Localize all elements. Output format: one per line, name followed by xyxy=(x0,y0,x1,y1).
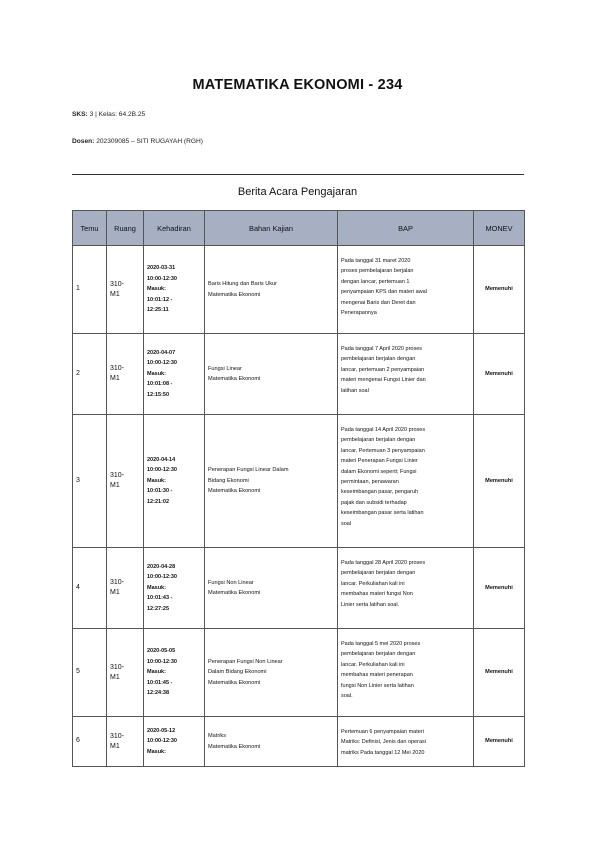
cell-bahan-kajian-line: Matematika Ekonomi xyxy=(208,376,261,382)
cell-kehadiran-line: 10:00-12:30 xyxy=(147,467,177,474)
cell-kehadiran-line: Masuk: xyxy=(147,584,166,591)
cell-bahan-kajian-line: Dalam Bidang Ekonomi xyxy=(208,669,267,676)
cell-temu: 3 xyxy=(73,415,107,548)
cell-kehadiran-line: 10:01:43 - xyxy=(147,595,173,602)
bap-table xyxy=(72,210,525,767)
col-header-ruang: Ruang xyxy=(107,211,144,246)
cell-ruang-line: M1 xyxy=(110,290,120,298)
cell-bap-line: soal. xyxy=(341,693,353,700)
cell-bahan-kajian-line: Penerapan Fungsi Linear Dalam xyxy=(208,467,289,474)
cell-bahan-kajian-line: Matematika Ekonomi xyxy=(208,679,261,686)
cell-bap-line: Pertemuan 6 penyampaian materi xyxy=(341,729,424,735)
cell-bahan-kajian xyxy=(205,334,338,415)
cell-bahan-kajian xyxy=(205,548,338,629)
cell-temu: 1 xyxy=(73,246,107,334)
cell-ruang-line: 310- xyxy=(110,280,125,288)
cell-kehadiran-line: 12:15:50 xyxy=(147,391,170,398)
cell-monev: Memenuhi xyxy=(474,548,525,629)
cell-bap-line: Pada tanggal 14 April 2020 proses xyxy=(341,427,426,433)
cell-bap-line: keseimbangan pasar serta latihan xyxy=(341,510,424,517)
cell-bap-line: pembelajaran berjalan dengan xyxy=(341,651,416,658)
cell-kehadiran-line: 2020-05-12 xyxy=(147,727,176,734)
cell-bap-line: permintaan, penawaran xyxy=(341,479,399,486)
cell-bap-line: Pada tanggal 5 mei 2020 proses xyxy=(341,641,421,647)
col-header-kehadiran: Kehadiran xyxy=(144,211,205,246)
cell-kehadiran-line: 10:00-12:30 xyxy=(147,275,177,282)
cell-bap-line: membahas materi fungsi Non xyxy=(341,591,413,598)
cell-bap-line: keseimbangan pasar, pengaruh xyxy=(341,489,419,496)
page-title: MATEMATIKA EKONOMI - 234 xyxy=(192,77,403,93)
cell-bap-line: Linier serta latihan soal. xyxy=(341,601,400,608)
cell-bap-line: dalam Ekonomi seperti; Fungsi xyxy=(341,468,417,475)
cell-bahan-kajian-line: Matriks xyxy=(208,733,227,740)
cell-kehadiran-line: Masuk: xyxy=(147,370,166,377)
cell-ruang xyxy=(107,246,144,334)
cell-ruang-line: 310- xyxy=(110,579,125,586)
cell-ruang xyxy=(107,415,144,548)
col-header-temu: Temu xyxy=(73,211,107,246)
cell-ruang-line: 310- xyxy=(110,663,125,671)
cell-kehadiran-line: Masuk: xyxy=(147,477,166,484)
cell-kehadiran-line: 10:00-12:30 xyxy=(147,574,177,581)
cell-bap xyxy=(338,629,474,717)
cell-ruang xyxy=(107,717,144,767)
table-row xyxy=(73,548,525,629)
cell-bap-line: dengan lancar, pertemuan 1 xyxy=(341,278,410,285)
cell-bap-line: Pada tanggal 7 April 2020 proses xyxy=(341,346,423,352)
cell-kehadiran-line: 12:25:11 xyxy=(147,307,169,314)
cell-monev: Memenuhi xyxy=(474,246,525,334)
cell-kehadiran-line: 2020-03-31 xyxy=(147,265,176,272)
cell-monev: Memenuhi xyxy=(474,415,525,548)
cell-bap-line: lancar, pertemuan 2 penyampaian xyxy=(341,366,425,373)
cell-kehadiran xyxy=(144,246,205,334)
cell-kehadiran xyxy=(144,415,205,548)
cell-ruang-line: M1 xyxy=(110,742,120,750)
cell-bap xyxy=(338,717,474,767)
cell-kehadiran-line: 10:00-12:30 xyxy=(147,738,177,745)
cell-bahan-kajian-line: Fungsi Non Linear xyxy=(208,579,254,586)
cell-bap-line: Penerapannya xyxy=(341,310,377,317)
cell-bahan-kajian-line: Baris Hitung dan Baris Ukur xyxy=(208,281,278,288)
cell-kehadiran-line: Masuk: xyxy=(147,669,166,676)
sks-info xyxy=(72,111,145,118)
cell-kehadiran-line: 2020-05-05 xyxy=(147,648,176,655)
cell-bap-line: Matriks: Definisi, Jenis dan operasi xyxy=(341,739,426,746)
cell-ruang-line: M1 xyxy=(110,673,120,681)
cell-bap-line: matriks Pada tanggal 12 Mei 2020 xyxy=(341,749,425,756)
cell-monev: Memenuhi xyxy=(474,334,525,415)
cell-monev: Memenuhi xyxy=(474,629,525,717)
table-row xyxy=(73,334,525,415)
cell-bap-line: pembelajaran berjalan dengan xyxy=(341,437,416,444)
cell-bap-line: lancar. Perkuliahan kali ini xyxy=(341,661,405,668)
cell-bap xyxy=(338,415,474,548)
cell-ruang-line: M1 xyxy=(110,375,120,382)
cell-ruang-line: 310- xyxy=(110,365,125,372)
sks-label: SKS: xyxy=(72,111,88,118)
cell-bahan-kajian-line: Fungsi Linear xyxy=(208,365,242,372)
table-header-row xyxy=(73,211,525,246)
cell-bap-line: materi mengenai Fungsi Linier dan xyxy=(341,377,426,384)
cell-bap-line: materi Penerapan Fungsi Linier xyxy=(341,458,418,465)
table-row xyxy=(73,415,525,548)
cell-temu: 6 xyxy=(73,717,107,767)
cell-bahan-kajian-line: Matematika Ekonomi xyxy=(208,743,261,750)
cell-kehadiran-line: 2020-04-28 xyxy=(147,563,176,570)
cell-bahan-kajian xyxy=(205,246,338,334)
sks-value: 3 | Kelas: 64.2B.25 xyxy=(89,111,146,118)
cell-bap-line: pembelajaran berjalan dengan xyxy=(341,570,416,577)
cell-bap-line: lancar, Pertemuan 3 penyampaian xyxy=(341,447,425,454)
cell-bap-line: fungsi Non Linier serta latihan xyxy=(341,682,414,689)
cell-kehadiran xyxy=(144,717,205,767)
cell-bap-line: Pada tanggal 28 April 2020 proses xyxy=(341,560,426,566)
cell-kehadiran-line: 10:01:08 - xyxy=(147,381,173,388)
dosen-info xyxy=(72,138,203,145)
dosen-value: 202309085 – SITI RUGAYAH (RGH) xyxy=(96,138,203,145)
table-row xyxy=(73,717,525,767)
col-header-monev: MONEV xyxy=(474,211,525,246)
cell-ruang xyxy=(107,629,144,717)
cell-temu: 2 xyxy=(73,334,107,415)
cell-bahan-kajian xyxy=(205,629,338,717)
cell-kehadiran-line: 10:01:45 - xyxy=(147,679,173,686)
cell-kehadiran-line: 10:00-12:30 xyxy=(147,658,177,665)
cell-ruang-line: 310- xyxy=(110,732,125,740)
cell-bap-line: penyampaian KPS dan materi awal xyxy=(341,289,427,296)
cell-temu: 5 xyxy=(73,629,107,717)
table-row xyxy=(73,246,525,334)
cell-bap-line: pembelajaran berjalan dengan xyxy=(341,356,416,363)
cell-bahan-kajian xyxy=(205,717,338,767)
cell-kehadiran-line: 2020-04-07 xyxy=(147,349,176,356)
cell-kehadiran-line: 2020-04-14 xyxy=(147,456,176,463)
cell-kehadiran-line: 12:21:02 xyxy=(147,498,170,505)
cell-ruang-line: 310- xyxy=(110,472,125,479)
col-header-bahan-kajian: Bahan Kajian xyxy=(205,211,338,246)
cell-ruang-line: M1 xyxy=(110,589,120,596)
section-title: Berita Acara Pengajaran xyxy=(237,186,358,198)
cell-bap-line: soal xyxy=(341,520,352,527)
cell-kehadiran-line: 10:01:12 - xyxy=(147,296,173,303)
cell-bap xyxy=(338,548,474,629)
cell-bap-line: proses pembelajaran berjalan xyxy=(341,268,414,275)
cell-monev: Memenuhi xyxy=(474,717,525,767)
cell-bap-line: membahas materi penerapan xyxy=(341,672,413,679)
cell-kehadiran xyxy=(144,548,205,629)
table-row xyxy=(73,629,525,717)
col-header-bap: BAP xyxy=(338,211,474,246)
cell-bahan-kajian-line: Bidang Ekonomi xyxy=(208,477,249,484)
cell-kehadiran-line: 10:00-12:30 xyxy=(147,360,177,367)
cell-kehadiran xyxy=(144,334,205,415)
cell-bahan-kajian-line: Matematika Ekonomi xyxy=(208,488,261,495)
cell-bap-line: pajak dan subsidi terhadap xyxy=(341,499,407,506)
cell-kehadiran-line: Masuk: xyxy=(147,748,166,755)
cell-bap xyxy=(338,246,474,334)
cell-bap xyxy=(338,334,474,415)
cell-bahan-kajian xyxy=(205,415,338,548)
cell-ruang xyxy=(107,334,144,415)
cell-bahan-kajian-line: Matematika Ekonomi xyxy=(208,590,261,596)
cell-kehadiran-line: 10:01:30 - xyxy=(147,488,173,495)
cell-kehadiran-line: 12:27:25 xyxy=(147,605,170,612)
cell-bahan-kajian-line: Matematika Ekonomi xyxy=(208,291,261,298)
cell-bap-line: latihan soal xyxy=(341,387,369,394)
dosen-label: Dosen: xyxy=(72,138,95,145)
cell-temu: 4 xyxy=(73,548,107,629)
cell-kehadiran xyxy=(144,629,205,717)
cell-ruang xyxy=(107,548,144,629)
cell-bap-line: Pada tanggal 31 maret 2020 xyxy=(341,258,411,264)
cell-bahan-kajian-line: Penerapan Fungsi Non Linear xyxy=(208,658,283,665)
cell-bap-line: mengenai Baris dan Deret dan xyxy=(341,299,416,306)
cell-kehadiran-line: Masuk: xyxy=(147,286,166,293)
cell-ruang-line: M1 xyxy=(110,482,120,489)
divider xyxy=(72,174,524,175)
cell-bap-line: lancar. Perkuliahan kali ini xyxy=(341,580,405,587)
cell-kehadiran-line: 12:24:38 xyxy=(147,690,170,697)
